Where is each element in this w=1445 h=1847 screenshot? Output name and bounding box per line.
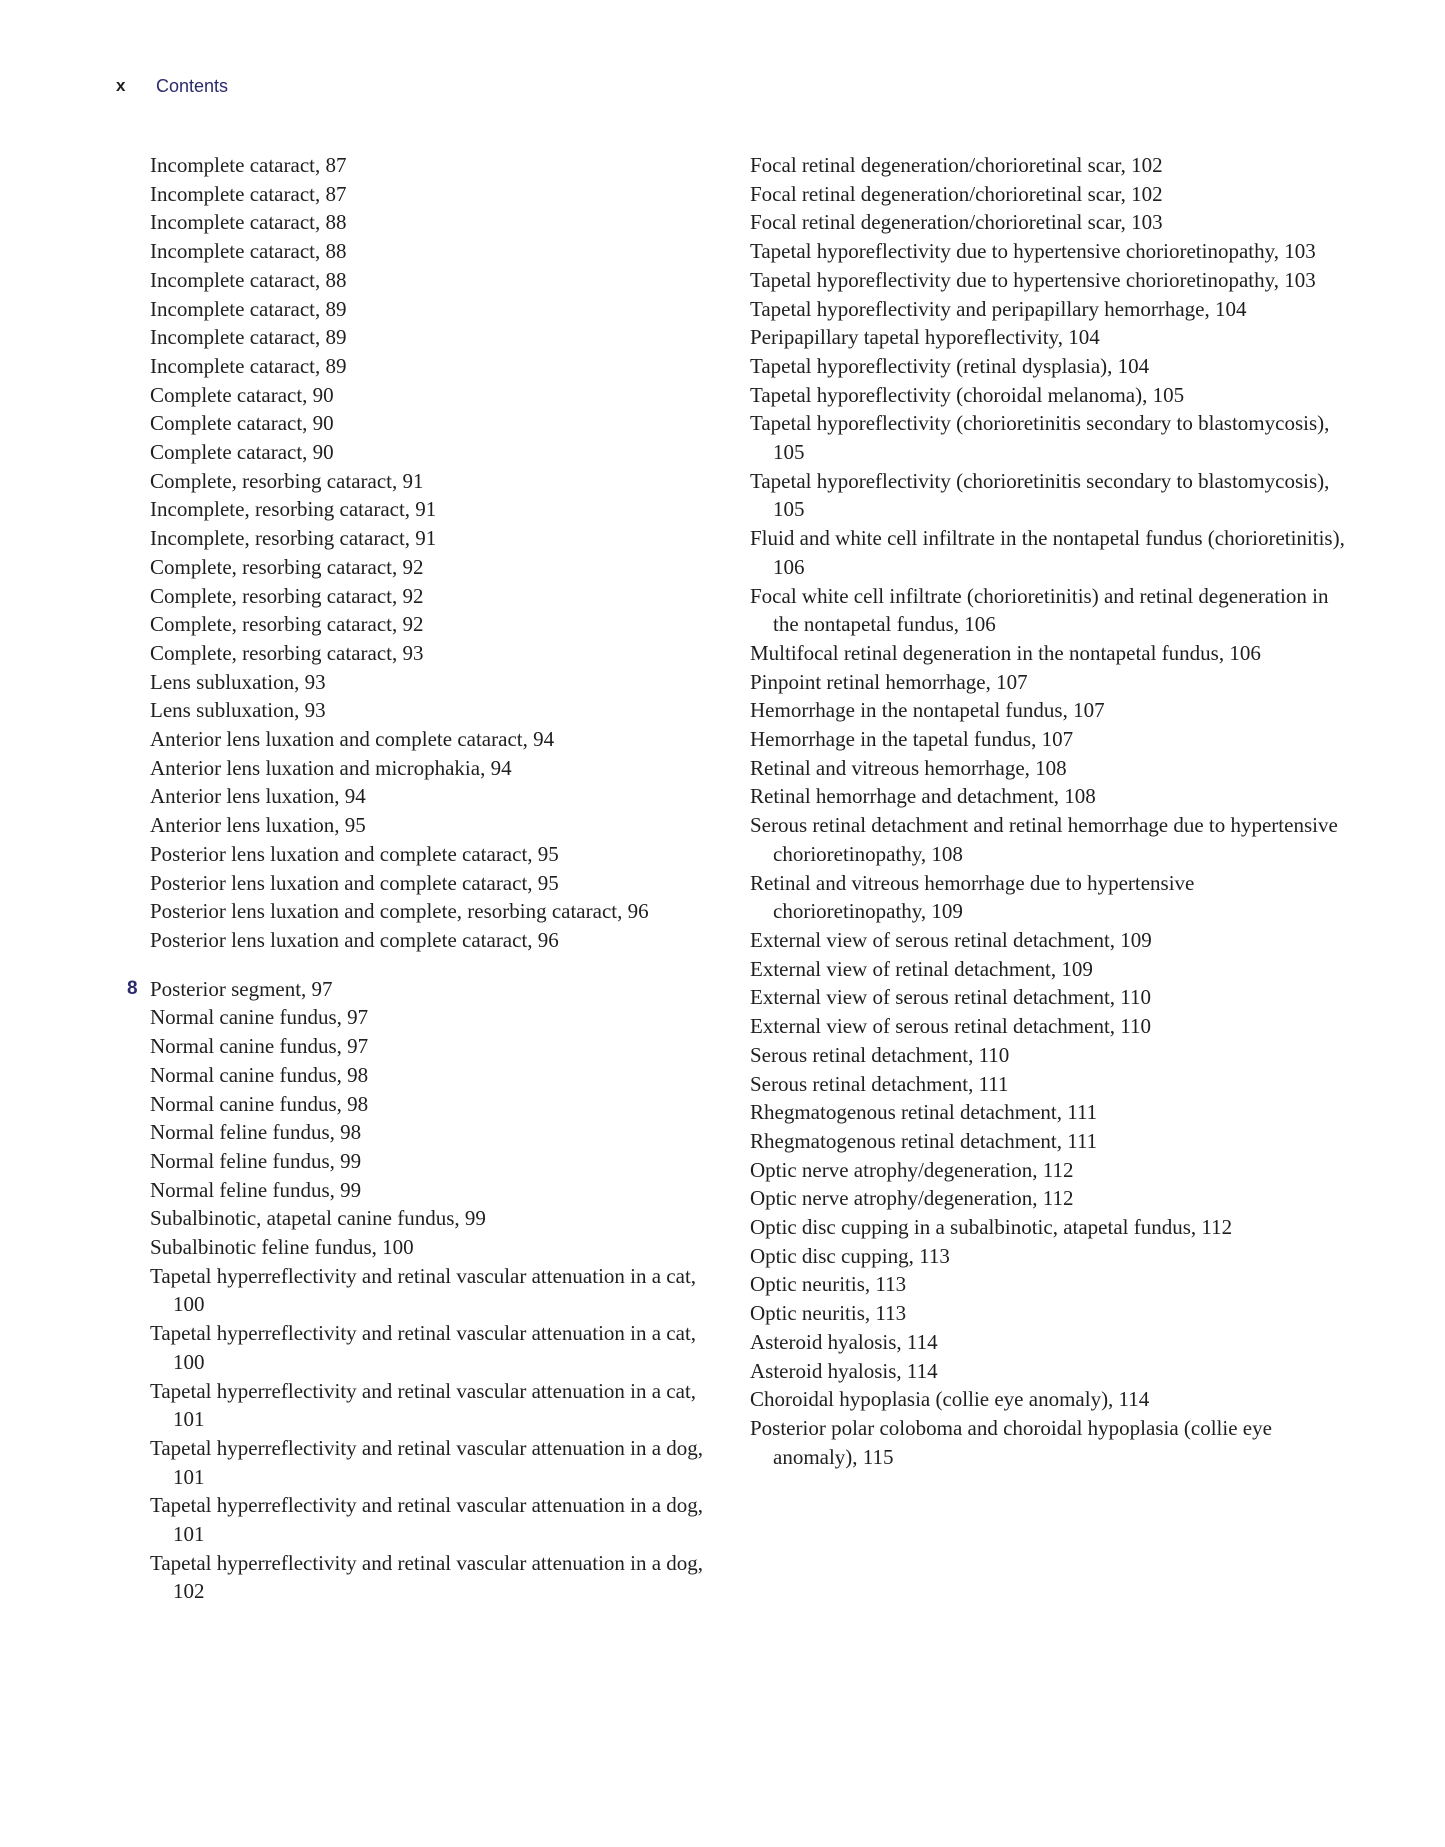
toc-list-left-after <box>150 1003 710 1606</box>
toc-entry: Serous retinal detachment, 111 <box>750 1071 1009 1096</box>
toc-entry: Tapetal hyporeflectivity and peripapillary hemorrhage, 104 <box>750 296 1247 321</box>
toc-entry: External view of serous retinal detachment, 110 <box>750 985 1151 1010</box>
page-number: x <box>116 76 126 95</box>
toc-entry: Optic neuritis, 113 <box>750 1301 907 1326</box>
toc-entry: Focal retinal degeneration/chorioretinal scar, 102 <box>750 153 1163 177</box>
toc-entry: Lens subluxation, 93 <box>150 669 326 694</box>
toc-entry: Choroidal hypoplasia (collie eye anomaly), 114 <box>750 1387 1150 1412</box>
toc-entry: Incomplete cataract, 87 <box>150 153 347 177</box>
chapter-number: 8 <box>127 977 138 999</box>
toc-entry: Complete cataract, 90 <box>150 382 334 407</box>
toc-list-left-before <box>150 151 710 955</box>
toc-entry: Incomplete cataract, 89 <box>150 296 347 321</box>
toc-entry: Tapetal hyperreflectivity and retinal vascular attenuation in a dog, 101 <box>150 1493 704 1547</box>
toc-entry: Rhegmatogenous retinal detachment, 111 <box>750 1100 1098 1125</box>
toc-entry: Tapetal hyporeflectivity due to hypertensive chorioretinopathy, 103 <box>750 239 1316 264</box>
toc-entry: Optic disc cupping in a subalbinotic, atapetal fundus, 112 <box>750 1215 1233 1240</box>
toc-entry: Optic nerve atrophy/degeneration, 112 <box>750 1186 1074 1211</box>
toc-entry: External view of serous retinal detachment, 110 <box>750 1014 1151 1039</box>
toc-entry: Optic disc cupping, 113 <box>750 1243 950 1268</box>
toc-entry: Normal feline fundus, 99 <box>150 1148 362 1173</box>
running-head <box>116 73 228 99</box>
toc-entry: Incomplete cataract, 87 <box>150 181 347 206</box>
toc-entry: Incomplete cataract, 88 <box>150 239 347 264</box>
toc-entry: Multifocal retinal degeneration in the nontapetal fundus, 106 <box>750 640 1261 665</box>
toc-entry: Optic neuritis, 113 <box>750 1272 907 1297</box>
toc-entry: Tapetal hyperreflectivity and retinal vascular attenuation in a cat, 100 <box>150 1321 697 1374</box>
toc-entry: Retinal and vitreous hemorrhage, 108 <box>750 755 1067 780</box>
toc-entry: Asteroid hyalosis, 114 <box>750 1329 938 1354</box>
toc-entry: Tapetal hyporeflectivity (choroidal melanoma), 105 <box>750 382 1185 407</box>
toc-entry: Fluid and white cell infiltrate in the nontapetal fundus (chorioretinitis), 106 <box>750 526 1345 579</box>
toc-entry: Incomplete, resorbing cataract, 91 <box>150 497 437 522</box>
toc-entry: Anterior lens luxation, 95 <box>150 813 366 838</box>
toc-entry: Hemorrhage in the tapetal fundus, 107 <box>750 727 1074 752</box>
toc-entry: Incomplete, resorbing cataract, 91 <box>150 526 437 551</box>
toc-entry: Optic nerve atrophy/degeneration, 112 <box>750 1157 1074 1182</box>
toc-entry: Anterior lens luxation and complete cataract, 94 <box>150 727 555 752</box>
toc-entry: Tapetal hyporeflectivity (chorioretinitis secondary to blastomycosis), 105 <box>750 411 1330 465</box>
toc-entry: Complete, resorbing cataract, 93 <box>150 640 424 665</box>
toc-entry: Focal retinal degeneration/chorioretinal scar, 103 <box>750 210 1163 235</box>
toc-entry: Tapetal hyporeflectivity (retinal dysplasia), 104 <box>750 353 1150 378</box>
toc-entry: Normal canine fundus, 98 <box>150 1091 369 1116</box>
toc-entry: Serous retinal detachment and retinal hemorrhage due to hypertensive chorioretinopathy, 108 <box>750 813 1338 866</box>
toc-entry: Anterior lens luxation, 94 <box>150 784 366 809</box>
toc-entry: Peripapillary tapetal hyporeflectivity, 104 <box>750 325 1100 350</box>
toc-entry: Subalbinotic, atapetal canine fundus, 99 <box>150 1206 486 1231</box>
toc-entry: Tapetal hyporeflectivity due to hypertensive chorioretinopathy, 103 <box>750 267 1316 292</box>
toc-entry: Posterior lens luxation and complete cataract, 95 <box>150 870 559 895</box>
chapter-heading <box>127 975 710 1004</box>
toc-entry: Lens subluxation, 93 <box>150 698 326 723</box>
toc-entry: Complete, resorbing cataract, 91 <box>150 468 424 493</box>
toc-entry: Incomplete cataract, 89 <box>150 353 347 378</box>
toc-entry: Posterior lens luxation and complete cataract, 96 <box>150 927 559 952</box>
toc-entry: Incomplete cataract, 88 <box>150 210 347 235</box>
toc-entry: Normal feline fundus, 99 <box>150 1177 362 1202</box>
toc-entry: Retinal hemorrhage and detachment, 108 <box>750 784 1096 809</box>
toc-entry: Focal retinal degeneration/chorioretinal scar, 102 <box>750 181 1163 206</box>
toc-entry: Focal white cell infiltrate (chorioretinitis) and retinal degeneration in the nontapetal fundus, 106 <box>750 583 1329 637</box>
toc-entry: Anterior lens luxation and microphakia, 94 <box>150 755 512 780</box>
toc-entry: Serous retinal detachment, 110 <box>750 1042 1010 1067</box>
toc-entry: Complete cataract, 90 <box>150 440 334 465</box>
toc-entry: Tapetal hyperreflectivity and retinal vascular attenuation in a cat, 100 <box>150 1263 697 1317</box>
toc-entry: Pinpoint retinal hemorrhage, 107 <box>750 669 1028 694</box>
toc-entry: External view of serous retinal detachment, 109 <box>750 927 1152 952</box>
toc-column-right <box>750 151 1350 1471</box>
toc-entry: Tapetal hyporeflectivity (chorioretinitis secondary to blastomycosis), 105 <box>750 468 1330 522</box>
toc-entry: Incomplete cataract, 88 <box>150 267 347 292</box>
toc-entry: Normal canine fundus, 97 <box>150 1034 369 1059</box>
toc-list-right <box>750 151 1350 1471</box>
toc-entry: Tapetal hyperreflectivity and retinal vascular attenuation in a cat, 101 <box>150 1378 697 1432</box>
toc-entry: Posterior polar coloboma and choroidal hypoplasia (collie eye anomaly), 115 <box>750 1415 1272 1469</box>
toc-entry: Subalbinotic feline fundus, 100 <box>150 1235 414 1260</box>
toc-entry: Asteroid hyalosis, 114 <box>750 1358 938 1383</box>
toc-entry: Normal canine fundus, 97 <box>150 1005 369 1030</box>
toc-entry: Tapetal hyperreflectivity and retinal vascular attenuation in a dog, 102 <box>150 1550 704 1604</box>
toc-entry: Rhegmatogenous retinal detachment, 111 <box>750 1128 1098 1153</box>
toc-entry: Incomplete cataract, 89 <box>150 325 347 350</box>
toc-entry: Retinal and vitreous hemorrhage due to hypertensive chorioretinopathy, 109 <box>750 870 1195 924</box>
toc-entry: Hemorrhage in the nontapetal fundus, 107 <box>750 698 1105 723</box>
running-head-title: Contents <box>156 75 229 96</box>
toc-entry: Posterior lens luxation and complete, resorbing cataract, 96 <box>150 899 649 924</box>
toc-entry: Complete, resorbing cataract, 92 <box>150 554 424 579</box>
toc-entry: Complete cataract, 90 <box>150 411 334 436</box>
toc-entry: Normal canine fundus, 98 <box>150 1062 369 1087</box>
toc-entry: Posterior lens luxation and complete cataract, 95 <box>150 841 559 866</box>
chapter-title: Posterior segment, 97 <box>150 976 333 1001</box>
toc-entry: External view of retinal detachment, 109 <box>750 956 1093 981</box>
toc-entry: Tapetal hyperreflectivity and retinal vascular attenuation in a dog, 101 <box>150 1435 704 1489</box>
toc-entry: Normal feline fundus, 98 <box>150 1120 362 1145</box>
toc-column-left <box>127 151 710 1606</box>
toc-entry: Complete, resorbing cataract, 92 <box>150 583 424 608</box>
toc-entry: Complete, resorbing cataract, 92 <box>150 612 424 637</box>
